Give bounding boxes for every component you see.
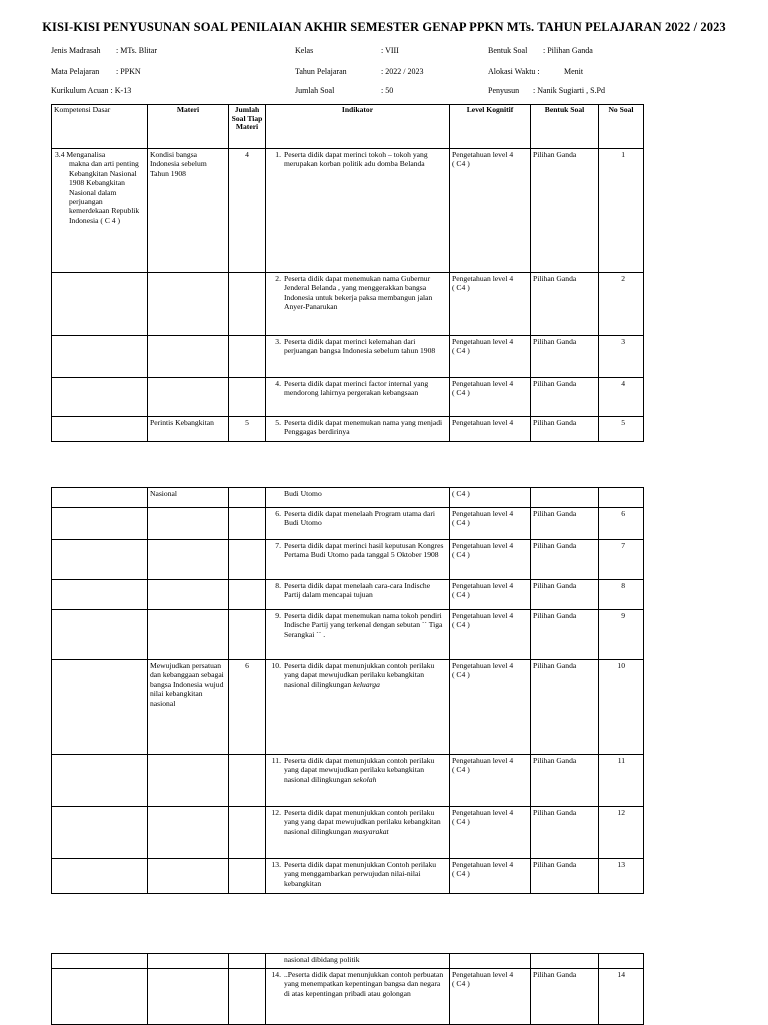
indikator-text: Budi Utomo <box>284 489 322 498</box>
bentuk-cell: Pilihan Ganda <box>531 610 599 660</box>
indikator-number: 13. <box>271 860 281 869</box>
table-row <box>52 755 644 807</box>
indikator-number: 14. <box>271 970 281 979</box>
level-text: Pengetahuan level 4 <box>452 581 514 590</box>
no-cell: 9 <box>599 610 644 660</box>
indikator-number: 5. <box>275 418 281 427</box>
kisi-table-part-3 <box>51 953 644 1025</box>
bentuk-label: Bentuk Soal <box>488 46 528 55</box>
no-cell: 4 <box>599 378 644 417</box>
bentuk-cell: Pilihan Ganda <box>531 508 599 540</box>
table-row <box>52 508 644 540</box>
jumlah-cell: 5 <box>229 417 266 442</box>
table-row <box>52 660 644 755</box>
level-cell <box>450 610 531 660</box>
level-code: ( C4 ) <box>452 518 470 528</box>
table-row <box>52 417 644 442</box>
indikator-number: 11. <box>271 756 281 765</box>
level-cell: ( C4 ) <box>450 488 531 508</box>
indikator-number: 4. <box>275 379 281 388</box>
indikator-cell <box>266 508 450 540</box>
no-cell: 3 <box>599 336 644 378</box>
table-row <box>52 488 644 508</box>
level-cell: Pengetahuan level 4 <box>450 417 531 442</box>
level-cell <box>450 378 531 417</box>
table-header-row <box>52 105 644 149</box>
table-row <box>52 580 644 610</box>
jumlah-cell: 6 <box>229 660 266 755</box>
level-code: ( C4 ) <box>452 550 470 560</box>
level-cell <box>450 859 531 894</box>
level-text: Pengetahuan level 4 <box>452 661 514 670</box>
bentuk-value: : Pilihan Ganda <box>543 46 593 55</box>
bentuk-cell: Pilihan Ganda <box>531 859 599 894</box>
indikator-number: 10. <box>271 661 281 670</box>
kisi-table-part-2 <box>51 487 644 894</box>
indikator-cell <box>266 336 450 378</box>
tahun-value: : 2022 / 2023 <box>381 67 424 76</box>
indikator-text: Peserta didik dapat menelaah cara-cara Indische Partij dalam mencapai tujuan <box>284 581 431 600</box>
madrasah-value: : MTs. Blitar <box>116 46 157 55</box>
materi-cell: Perintis Kebangkitan <box>148 417 229 442</box>
level-code: ( C4 ) <box>452 979 470 989</box>
no-cell: 12 <box>599 807 644 859</box>
indikator-text: Peserta didik dapat merinci factor internal yang mendorong lahirnya pergerakan kebangsaan <box>284 379 429 398</box>
indikator-emphasis: masyarakat <box>353 826 389 836</box>
indikator-text: Peserta didik dapat menemukan nama tokoh pendiri Indische Partij yang terkenal dengan sebutan `` Tiga Serangkai `` . <box>284 611 443 639</box>
table-row <box>52 954 644 969</box>
indikator-cell <box>266 149 450 273</box>
level-text: Pengetahuan level 4 <box>452 541 514 550</box>
indikator-cell <box>266 969 450 1025</box>
table-row <box>52 149 644 273</box>
no-cell: 10 <box>599 660 644 755</box>
indikator-text: Peserta didik dapat merinci kelemahan dari perjuangan bangsa Indonesia sebelum tahun 1908 <box>284 337 436 356</box>
level-code: ( C4 ) <box>452 620 470 630</box>
no-cell: 1 <box>599 149 644 273</box>
indikator-emphasis: sekolah <box>353 774 377 784</box>
level-cell <box>450 273 531 336</box>
bentuk-cell: Pilihan Ganda <box>531 149 599 273</box>
header-kd: Kompetensi Dasar <box>52 105 148 149</box>
indikator-text: Peserta didik dapat menunjukkan contoh perilaku yang yang dapat mewujudkan perilaku kebangkitan nasional dilingkungan <box>284 808 441 836</box>
indikator-number: 9. <box>275 611 281 620</box>
level-code: ( C4 ) <box>452 765 470 775</box>
tahun-label: Tahun Pelajaran <box>295 67 347 76</box>
kd-text-rest: makna dan arti penting Kebangkitan Nasional 1908 Kebangkitan Nasional dalam perjuangan kemerdekaan Republik Indonesia ( C 4 ) <box>69 159 140 225</box>
materi-cell: Mewujudkan persatuan dan kebanggaan sebagai bangsa Indonesia wujud nilai kebangkitan nasional <box>148 660 229 755</box>
indikator-text: Peserta didik dapat menemukan nama Gubernur Jenderal Belanda , yang menggerakkan bangsa Indonesia untuk bekerja paksa membangun jalan Anyer-Panarukan <box>284 274 433 312</box>
no-cell: 8 <box>599 580 644 610</box>
bentuk-cell: Pilihan Ganda <box>531 378 599 417</box>
bentuk-cell: Pilihan Ganda <box>531 660 599 755</box>
kelas-value: : VIII <box>381 46 399 55</box>
indikator-number: 8. <box>275 581 281 590</box>
level-cell <box>450 580 531 610</box>
indikator-cell <box>266 273 450 336</box>
indikator-number: 3. <box>275 337 281 346</box>
indikator-text: Peserta didik dapat menunjukkan Contoh perilaku yang menggambarkan perwujudan nilai-nilai kebangkitan <box>284 860 437 888</box>
mapel-value: : PPKN <box>116 67 141 76</box>
indikator-text: Peserta didik dapat menelaah Program utama dari Budi Utomo <box>284 509 435 528</box>
indikator-cell <box>266 610 450 660</box>
level-code: ( C4 ) <box>452 159 470 169</box>
indikator-cell <box>266 859 450 894</box>
table-row <box>52 378 644 417</box>
indikator-cell <box>266 417 450 442</box>
level-cell <box>450 969 531 1025</box>
indikator-number: 6. <box>275 509 281 518</box>
no-cell: 13 <box>599 859 644 894</box>
level-cell <box>450 660 531 755</box>
header-level: Level Kognitif <box>450 105 531 149</box>
level-text: Pengetahuan level 4 <box>452 150 514 159</box>
indikator-text: Peserta didik dapat menemukan nama yang menjadi Penggagas berdirinya <box>284 418 443 437</box>
table-row <box>52 610 644 660</box>
bentuk-cell: Pilihan Ganda <box>531 336 599 378</box>
kisi-table-part-1 <box>51 104 644 442</box>
jumlah-label: Jumlah Soal <box>295 86 335 95</box>
level-code: ( C4 ) <box>452 869 470 879</box>
bentuk-cell: Pilihan Ganda <box>531 417 599 442</box>
indikator-cell <box>266 580 450 610</box>
level-code: ( C4 ) <box>452 283 470 293</box>
penyusun-value: : Nanik Sugiarti , S.Pd <box>533 86 606 95</box>
indikator-cell <box>266 660 450 755</box>
bentuk-cell: Pilihan Ganda <box>531 540 599 580</box>
materi-cell: Kondisi bangsa Indonesia sebelum Tahun 1908 <box>148 149 229 273</box>
level-cell <box>450 149 531 273</box>
indikator-cell <box>266 807 450 859</box>
indikator-cell <box>266 540 450 580</box>
table-row <box>52 969 644 1025</box>
indikator-number: 12. <box>271 808 281 817</box>
indikator-text: nasional dibidang politik <box>284 955 360 964</box>
madrasah-label: Jenis Madrasah <box>51 46 101 55</box>
no-cell: 7 <box>599 540 644 580</box>
table-row <box>52 540 644 580</box>
indikator-text: Peserta didik dapat merinci hasil keputusan Kongres Pertama Budi Utomo pada tanggal 5 Oktober 1908 <box>284 541 444 560</box>
bentuk-cell: Pilihan Ganda <box>531 807 599 859</box>
level-cell <box>450 336 531 378</box>
level-text: Pengetahuan level 4 <box>452 756 514 765</box>
level-code: ( C4 ) <box>452 590 470 600</box>
no-cell: 14 <box>599 969 644 1025</box>
alokasi-label: Alokasi Waktu : <box>488 67 540 76</box>
indikator-cell <box>266 755 450 807</box>
bentuk-cell: Pilihan Ganda <box>531 755 599 807</box>
kelas-label: Kelas <box>295 46 314 55</box>
level-code: ( C4 ) <box>452 670 470 680</box>
document-title: KISI-KISI PENYUSUNAN SOAL PENILAIAN AKHIR SEMESTER GENAP PPKN MTs. TAHUN PELAJARAN 2022 / 2023 <box>42 20 726 34</box>
no-cell: 5 <box>599 417 644 442</box>
kd-text: 3.4 Menganalisa <box>55 150 106 159</box>
jumlah-cell: 4 <box>229 149 266 273</box>
bentuk-cell: Pilihan Ganda <box>531 580 599 610</box>
materi-cell: Nasional <box>148 488 229 508</box>
indikator-cell <box>266 954 450 969</box>
no-cell: 6 <box>599 508 644 540</box>
indikator-cell <box>266 488 450 508</box>
level-text: Pengetahuan level 4 <box>452 509 514 518</box>
level-cell <box>450 807 531 859</box>
level-text: Pengetahuan level 4 <box>452 337 514 346</box>
bentuk-cell: Pilihan Ganda <box>531 969 599 1025</box>
level-text: Pengetahuan level 4 <box>452 970 514 979</box>
header-no: No Soal <box>599 105 644 149</box>
level-cell <box>450 540 531 580</box>
indikator-cell <box>266 378 450 417</box>
no-cell: 11 <box>599 755 644 807</box>
kd-cell <box>52 149 148 273</box>
level-code: ( C4 ) <box>452 817 470 827</box>
header-jumlah: Jumlah Soal Tiap Materi <box>229 105 266 149</box>
level-text: Pengetahuan level 4 <box>452 274 514 283</box>
level-text: Pengetahuan level 4 <box>452 860 514 869</box>
indikator-text: Peserta didik dapat merinci tokoh – tokoh yang merupakan korban politik adu domba Belanda <box>284 150 428 169</box>
header-materi: Materi <box>148 105 229 149</box>
indikator-emphasis: keluarga <box>353 679 380 689</box>
indikator-number: 7. <box>275 541 281 550</box>
alokasi-value: Menit <box>564 67 584 76</box>
header-bentuk: Bentuk Soal <box>531 105 599 149</box>
level-cell <box>450 508 531 540</box>
no-cell: 2 <box>599 273 644 336</box>
indikator-number: 2. <box>275 274 281 283</box>
level-cell <box>450 755 531 807</box>
indikator-text: ..Peserta didik dapat menunjukkan contoh perbuatan yang menempatkan kepentingan bangsa dan negara di atas kepentingan pribadi atau golongan <box>284 970 444 998</box>
table-row <box>52 273 644 336</box>
jumlah-value: : 50 <box>381 86 394 95</box>
header-indikator: Indikator <box>266 105 450 149</box>
kurikulum: Kurikulum Acuan : K-13 <box>51 86 132 95</box>
bentuk-cell: Pilihan Ganda <box>531 273 599 336</box>
level-code: ( C4 ) <box>452 388 470 398</box>
indikator-number: 1. <box>275 150 281 159</box>
indikator-text: Peserta didik dapat menunjukkan contoh perilaku yang dapat mewujudkan perilaku kebangkitan nasional dilingkungan <box>284 661 435 689</box>
table-row <box>52 336 644 378</box>
level-text: Pengetahuan level 4 <box>452 379 514 388</box>
mapel-label: Mata Pelajaran <box>51 67 100 76</box>
table-row <box>52 807 644 859</box>
penyusun-label: Penyusun <box>488 86 520 95</box>
level-code: ( C4 ) <box>452 346 470 356</box>
level-text: Pengetahuan level 4 <box>452 808 514 817</box>
level-text: Pengetahuan level 4 <box>452 611 514 620</box>
indikator-text: Peserta didik dapat menunjukkan contoh perilaku yang dapat mewujudkan perilaku kebangkitan nasional dilingkungan <box>284 756 435 784</box>
table-row <box>52 859 644 894</box>
